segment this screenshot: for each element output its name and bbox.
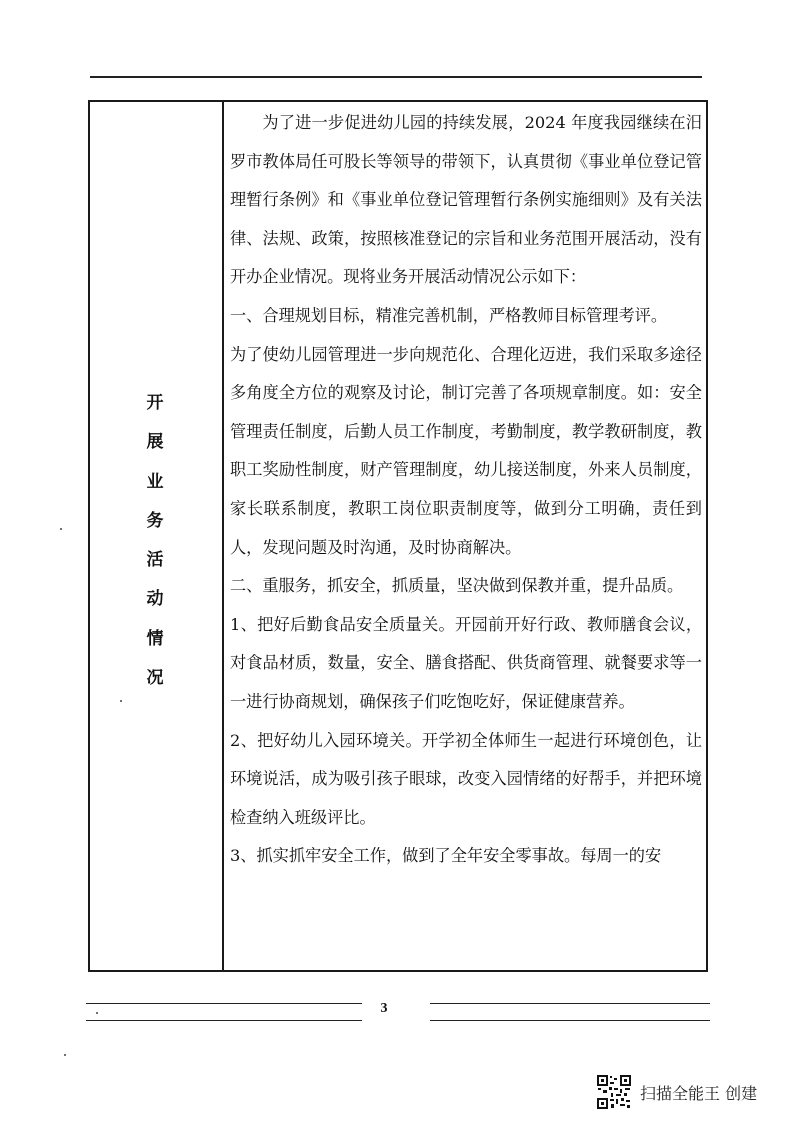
intro-paragraph: 为了进一步促进幼儿园的持续发展，2024 年度我园继续在汨罗市教体局任可股长等领导的带领下，认真贯彻《事业单位登记管理暂行条例》和《事业单位登记管理暂行条例实施细则》及有关法律、法规、政策，按照核准登记的宗旨和业务范围开展活动，没有开办企业情况。现将业务开展活动情况公示如下：	[230, 113, 702, 287]
footer-rule-left-bottom	[86, 1020, 362, 1021]
scan-speck	[64, 1054, 66, 1056]
list-item: 3、抓实抓牢安全工作，做到了全年安全零事故。每周一的安	[230, 846, 662, 866]
qr-code-icon	[596, 1074, 632, 1110]
section-label-char: 开	[146, 393, 164, 413]
heading-two: 二、重服务，抓安全，抓质量，坚决做到保教并重，提升品质。	[230, 576, 684, 596]
section-label-char: 展	[146, 432, 164, 453]
heading-one: 一、合理规划目标，精准完善机制，严格教师目标管理考评。	[230, 305, 668, 325]
body-text	[230, 104, 702, 876]
scan-speck	[60, 528, 62, 530]
footer-rule-right-top	[430, 1003, 710, 1004]
watermark-text: 扫描全能王 创建	[640, 1083, 758, 1103]
header-rule	[90, 76, 702, 78]
column-divider	[222, 102, 224, 970]
footer-rule-left-top	[86, 1003, 362, 1004]
scan-speck	[120, 700, 122, 702]
list-item: 1、把好后勤食品安全质量关。开园前开好行政、教师膳食会议，对食品材质，数量，安全、膳食搭配、供货商管理、就餐要求等一一进行协商规划，确保孩子们吃饱吃好，保证健康营养。	[230, 614, 702, 711]
section-label-char: 务	[146, 510, 164, 531]
paragraph: 为了使幼儿园管理进一步向规范化、合理化迈进，我们采取多途径多角度全方位的观察及讨论，制订完善了各项规章制度。如：安全管理责任制度，后勤人员工作制度，考勤制度，教学教研制度，教职工奖励性制度，财产管理制度，幼儿接送制度，外来人员制度，家长联系制度，教职工岗位职责制度等，做到分工明确，责任到人，发现问题及时沟通，及时协商解决。	[230, 344, 702, 557]
section-label-char: 动	[146, 589, 164, 610]
section-label-char: 活	[146, 550, 164, 571]
footer-rule-right-bottom	[430, 1020, 710, 1021]
section-label	[138, 384, 172, 698]
section-label-char: 业	[146, 471, 164, 492]
list-item: 2、把好幼儿入园环境关。开学初全体师生一起进行环境创色，让环境说活，成为吸引孩子眼球，改变入园情绪的好帮手，并把环境检查纳入班级评比。	[230, 730, 702, 827]
scanner-watermark	[596, 1072, 757, 1112]
section-label-char: 情	[146, 628, 164, 649]
content-table	[88, 100, 708, 972]
page-number: 3	[380, 1001, 388, 1016]
section-label-char: 况	[146, 668, 164, 689]
scan-speck	[96, 1012, 98, 1014]
